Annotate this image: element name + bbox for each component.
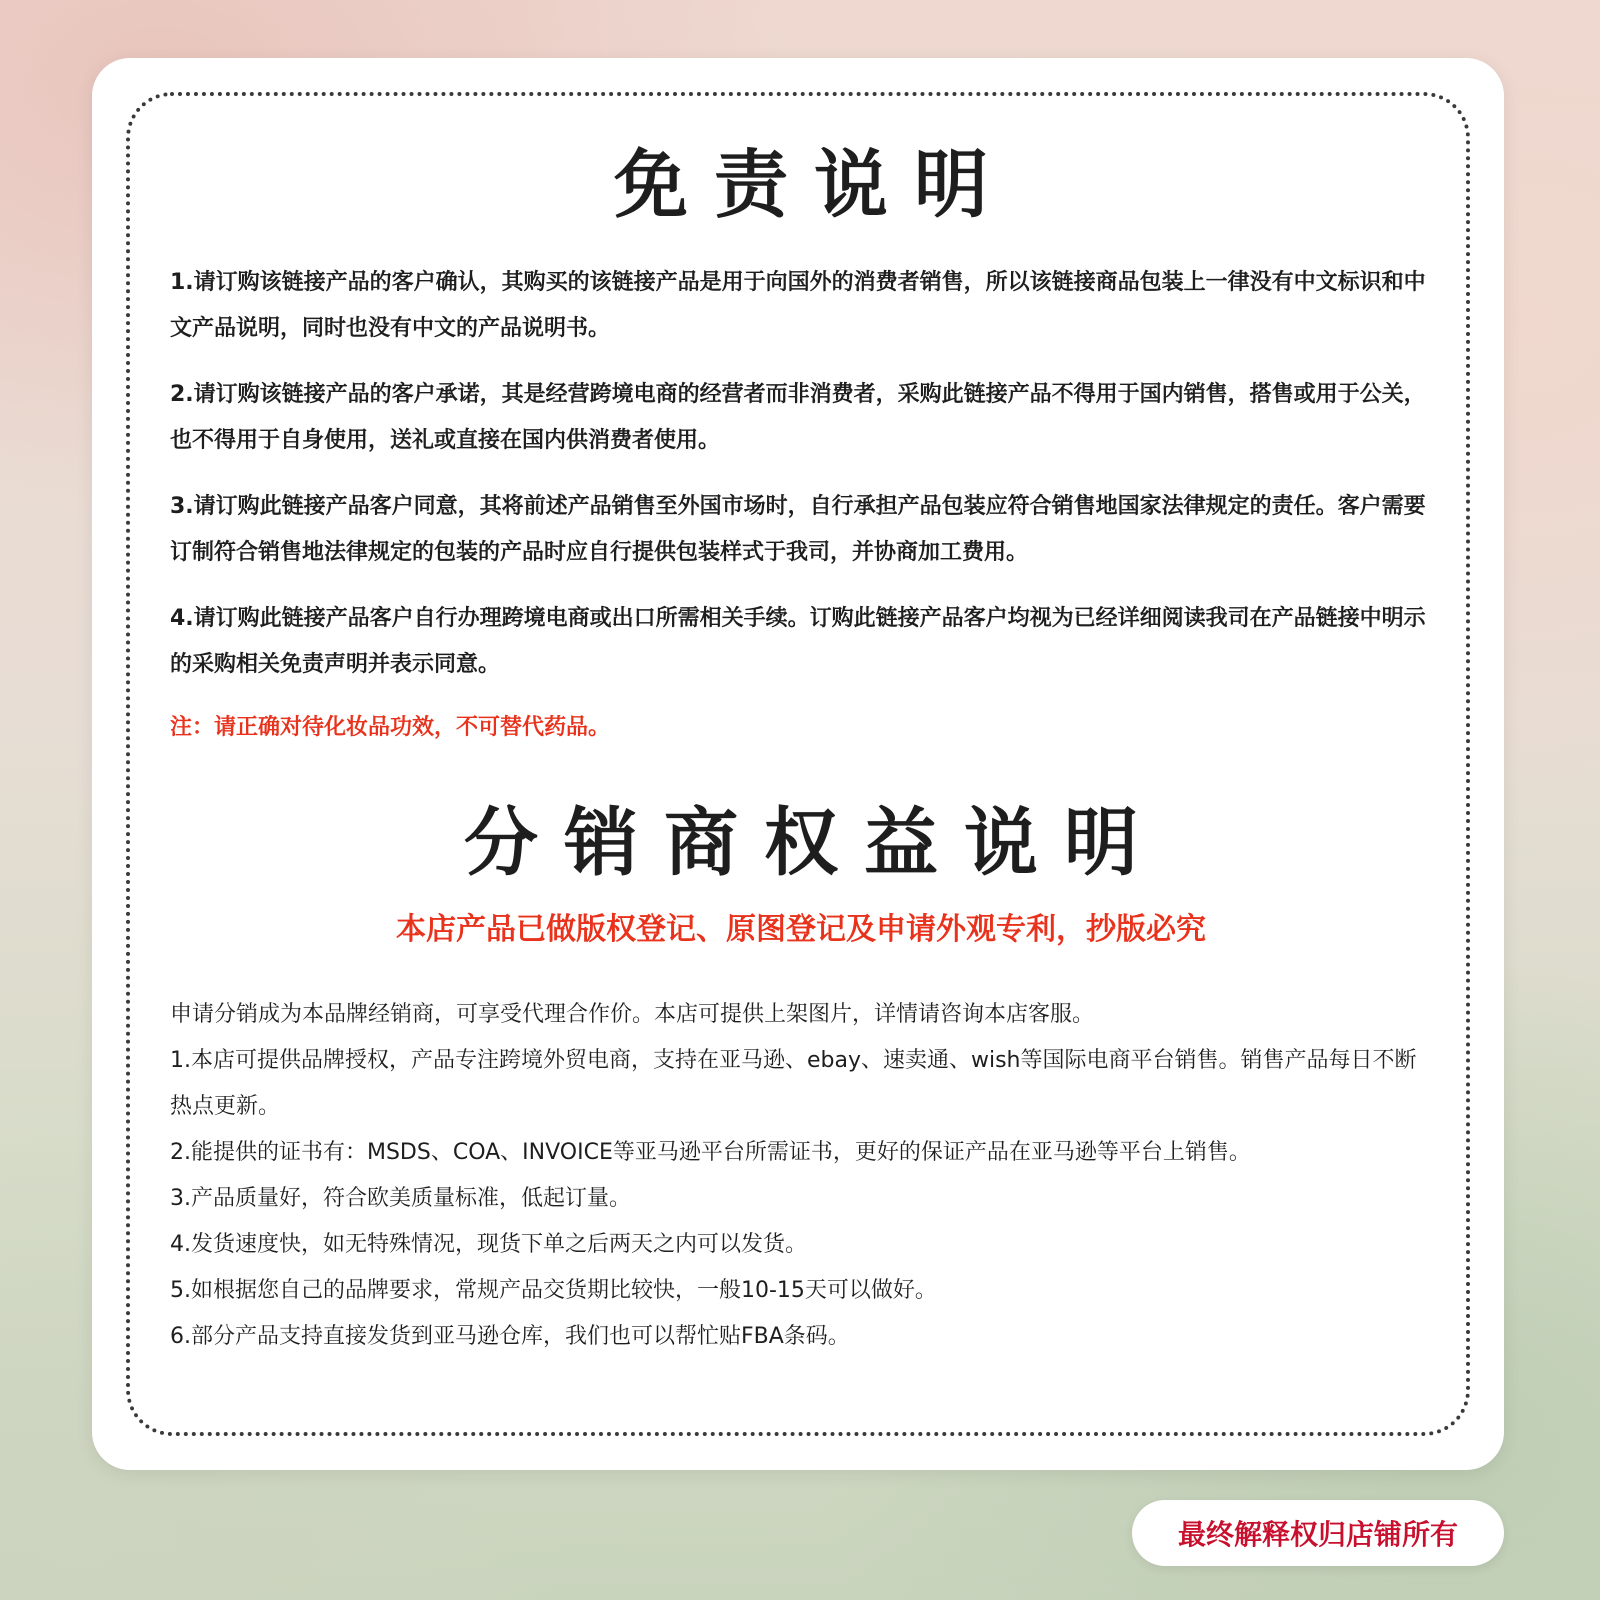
distributor-subtitle: 本店产品已做版权登记、原图登记及申请外观专利，抄版必究 [396, 912, 1206, 947]
disclaimer-note: 注：请正确对待化妆品功效，不可替代药品。 [170, 715, 611, 740]
disclaimer-item-2: 2.请订购该链接产品的客户承诺，其是经营跨境电商的经营者而非消费者，采购此链接产品不得用于国内销售，搭售或用于公关，也不得用于自身使用，送礼或直接在国内供消费者使用。 [170, 382, 1426, 453]
disclaimer-item-3: 3.请订购此链接产品客户同意，其将前述产品销售至外国市场时，自行承担产品包装应符合销售地国家法律规定的责任。客户需要订制符合销售地法律规定的包装的产品时应自行提供包装样式于我司，并协商加工费用。 [170, 494, 1426, 565]
distributor-item-4: 4.发货速度快，如无特殊情况，现货下单之后两天之内可以发货。 [170, 1232, 807, 1257]
distributor-item-3: 3.产品质量好，符合欧美质量标准，低起订量。 [170, 1186, 631, 1211]
disclaimer-item-1: 1.请订购该链接产品的客户确认，其购买的该链接产品是用于向国外的消费者销售，所以该链接商品包装上一律没有中文标识和中文产品说明，同时也没有中文的产品说明书。 [170, 270, 1426, 341]
distributor-item-2: 2.能提供的证书有：MSDS、COA、INVOICE等亚马逊平台所需证书，更好的保证产品在亚马逊等平台上销售。 [170, 1140, 1251, 1165]
distributor-list [170, 992, 1432, 1360]
notice-card [92, 58, 1504, 1470]
disclaimer-title: 免责说明 [614, 142, 1014, 228]
distributor-intro: 申请分销成为本品牌经销商，可享受代理合作价。本店可提供上架图片，详情请咨询本店客服。 [170, 1002, 1095, 1027]
disclaimer-item-4: 4.请订购此链接产品客户自行办理跨境电商或出口所需相关手续。订购此链接产品客户均视为已经详细阅读我司在产品链接中明示的采购相关免责声明并表示同意。 [170, 606, 1426, 677]
footer-badge: 最终解释权归店铺所有 [1132, 1500, 1504, 1566]
distributor-item-1: 1.本店可提供品牌授权，产品专注跨境外贸电商，支持在亚马逊、ebay、速卖通、wish等国际电商平台销售。销售产品每日不断热点更新。 [170, 1048, 1417, 1119]
distributor-item-5: 5.如根据您自己的品牌要求，常规产品交货期比较快，一般10-15天可以做好。 [170, 1278, 937, 1303]
distributor-item-6: 6.部分产品支持直接发货到亚马逊仓库，我们也可以帮忙贴FBA条码。 [170, 1324, 850, 1349]
distributor-title: 分销商权益说明 [464, 800, 1164, 886]
card-content [170, 142, 1432, 1360]
